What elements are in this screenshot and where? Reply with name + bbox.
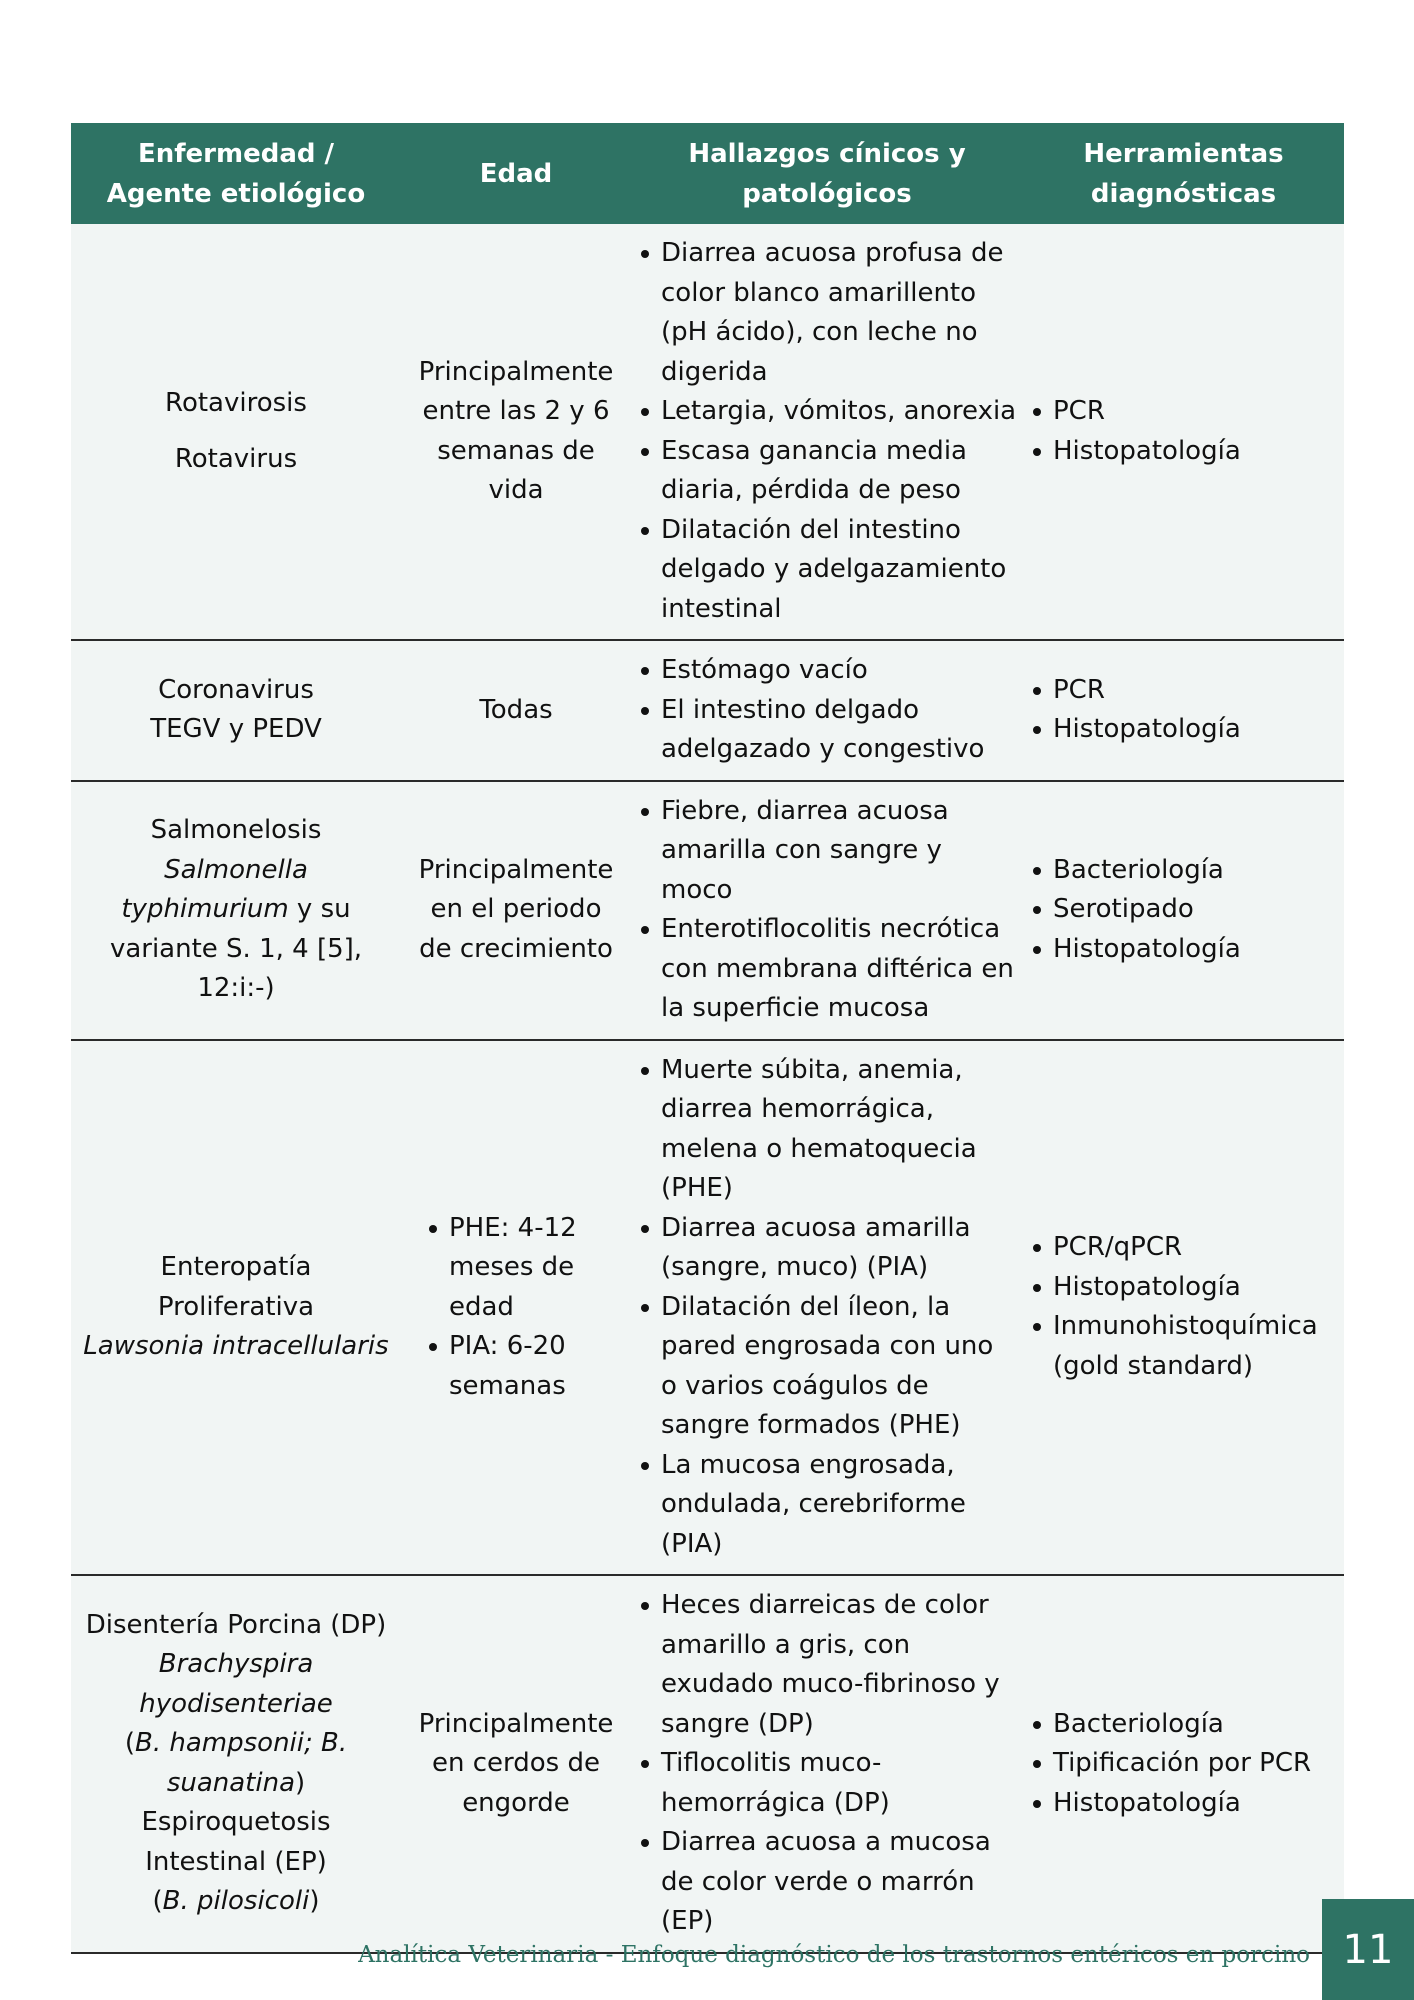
list-item: PHE: 4-12 meses de edad: [425, 1209, 625, 1328]
findings-list: [637, 651, 1017, 770]
findings-list: [637, 234, 1017, 629]
paren-close: ): [309, 1886, 320, 1917]
disease-cell: [71, 781, 401, 1040]
disease-cell: [71, 640, 401, 781]
tools-list: [1029, 851, 1336, 970]
page-number: 11: [1322, 1899, 1414, 2000]
findings-cell: [631, 1575, 1023, 1953]
paren-open: (: [152, 1886, 163, 1917]
list-item: Estómago vacío: [637, 651, 1017, 691]
age-cell: [401, 1040, 631, 1576]
list-item: Serotipado: [1029, 890, 1336, 930]
findings-cell: [631, 781, 1023, 1040]
list-item: Tiflocolitis muco-hemorrágica (DP): [637, 1744, 1017, 1823]
disease-name-secondary: Espiroquetosis Intestinal (EP): [141, 1807, 331, 1877]
table-row: [71, 224, 1344, 640]
list-item: Histopatología: [1029, 432, 1336, 472]
list-item: Escasa ganancia media diaria, pérdida de peso: [637, 432, 1017, 511]
header-age: Edad: [401, 123, 631, 224]
list-item: Histopatología: [1029, 930, 1336, 970]
diagnostic-table-container: [71, 123, 1344, 1954]
list-item: Enterotiflocolitis necrótica con membrana diftérica en la superficie mucosa: [637, 910, 1017, 1029]
findings-cell: [631, 640, 1023, 781]
disease-cell: [71, 1040, 401, 1576]
list-item: Bacteriología: [1029, 1705, 1336, 1745]
variants-italic: B. hampsonii; B. suanatina: [135, 1728, 348, 1798]
list-item: Tipificación por PCR: [1029, 1744, 1336, 1784]
paren-close: ): [295, 1767, 306, 1798]
disease-name: Salmonelosis: [150, 815, 322, 846]
age-cell: Principalmente en el periodo de crecimiento: [401, 781, 631, 1040]
agent-italic: Salmonella typhimurium: [121, 854, 308, 925]
list-item: Dilatación del íleon, la pared engrosada con uno o varios coágulos de sangre formados (PHE): [637, 1288, 1017, 1446]
disease-name: Coronavirus: [158, 674, 314, 705]
paren-open: (: [124, 1728, 136, 1759]
list-item: Histopatología: [1029, 1268, 1336, 1308]
tools-list: [1029, 392, 1336, 471]
table-row: [71, 1040, 1344, 1576]
tools-cell: [1023, 224, 1344, 640]
findings-list: [637, 1586, 1017, 1942]
disease-agent: [81, 851, 391, 1009]
pilosicoli-italic: B. pilosicoli: [162, 1886, 310, 1917]
tools-list: [1029, 1705, 1336, 1824]
list-item: Diarrea acuosa profusa de color blanco amarillento (pH ácido), con leche no digerida: [637, 234, 1017, 392]
list-item: La mucosa engrosada, ondulada, cerebriforme (PIA): [637, 1446, 1017, 1565]
age-cell: Principalmente en cerdos de engorde: [401, 1575, 631, 1953]
disease-agent: Brachyspira hyodisenteriae: [139, 1649, 333, 1719]
table-row: [71, 640, 1344, 781]
disease-agent-variants: [81, 1724, 391, 1803]
list-item: PCR: [1029, 671, 1336, 711]
agent-rest: y su variante S. 1, 4 [5], 12:i:-): [109, 894, 363, 1004]
tools-list: [1029, 671, 1336, 750]
disease-name: Disentería Porcina (DP): [85, 1609, 387, 1640]
findings-cell: [631, 1040, 1023, 1576]
list-item: Histopatología: [1029, 710, 1336, 750]
list-item: El intestino delgado adelgazado y congestivo: [637, 691, 1017, 770]
list-item: Bacteriología: [1029, 851, 1336, 891]
list-item: Dilatación del intestino delgado y adelgazamiento intestinal: [637, 511, 1017, 630]
list-item: Fiebre, diarrea acuosa amarilla con sangre y moco: [637, 792, 1017, 911]
list-item: Letargia, vómitos, anorexia: [637, 392, 1017, 432]
age-list: [425, 1209, 625, 1407]
header-tools: Herramientas diagnósticas: [1023, 123, 1344, 224]
age-cell: Todas: [401, 640, 631, 781]
header-findings: Hallazgos cínicos y patológicos: [631, 123, 1023, 224]
list-item: PIA: 6-20 semanas: [425, 1327, 625, 1406]
table-row: [71, 781, 1344, 1040]
disease-cell: [71, 224, 401, 640]
list-item: Diarrea acuosa a mucosa de color verde o marrón (EP): [637, 1823, 1017, 1942]
header-disease: Enfermedad / Agente etiológico: [71, 123, 401, 224]
list-item: Histopatología: [1029, 1784, 1336, 1824]
disease-agent-secondary: [81, 1882, 391, 1922]
list-item: Muerte súbita, anemia, diarrea hemorrágica, melena o hematoquecia (PHE): [637, 1051, 1017, 1209]
tools-cell: [1023, 1040, 1344, 1576]
findings-cell: [631, 224, 1023, 640]
list-item: Diarrea acuosa amarilla (sangre, muco) (PIA): [637, 1209, 1017, 1288]
list-item: Inmunohistoquímica (gold standard): [1029, 1307, 1336, 1386]
diagnostic-table: [71, 123, 1344, 1954]
table-header-row: [71, 123, 1344, 224]
tools-cell: [1023, 781, 1344, 1040]
tools-cell: [1023, 1575, 1344, 1953]
tools-list: [1029, 1228, 1336, 1386]
disease-name: Rotavirosis: [165, 387, 307, 418]
findings-list: [637, 792, 1017, 1029]
disease-agent: TEGV y PEDV: [150, 714, 322, 745]
disease-cell: [71, 1575, 401, 1953]
age-cell: Principalmente entre las 2 y 6 semanas de vida: [401, 224, 631, 640]
table-row: [71, 1575, 1344, 1953]
tools-cell: [1023, 640, 1344, 781]
disease-agent: Lawsonia intracellularis: [83, 1331, 389, 1361]
findings-list: [637, 1051, 1017, 1565]
list-item: PCR: [1029, 392, 1336, 432]
list-item: Heces diarreicas de color amarillo a gris, con exudado muco-fibrinoso y sangre (DP): [637, 1586, 1017, 1744]
disease-agent: Rotavirus: [174, 444, 298, 474]
list-item: PCR/qPCR: [1029, 1228, 1336, 1268]
disease-name: Enteropatía Proliferativa: [157, 1252, 315, 1322]
footer-title: Analítica Veterinaria - Enfoque diagnóstico de los trastornos entéricos en porcino: [358, 1942, 1310, 1968]
